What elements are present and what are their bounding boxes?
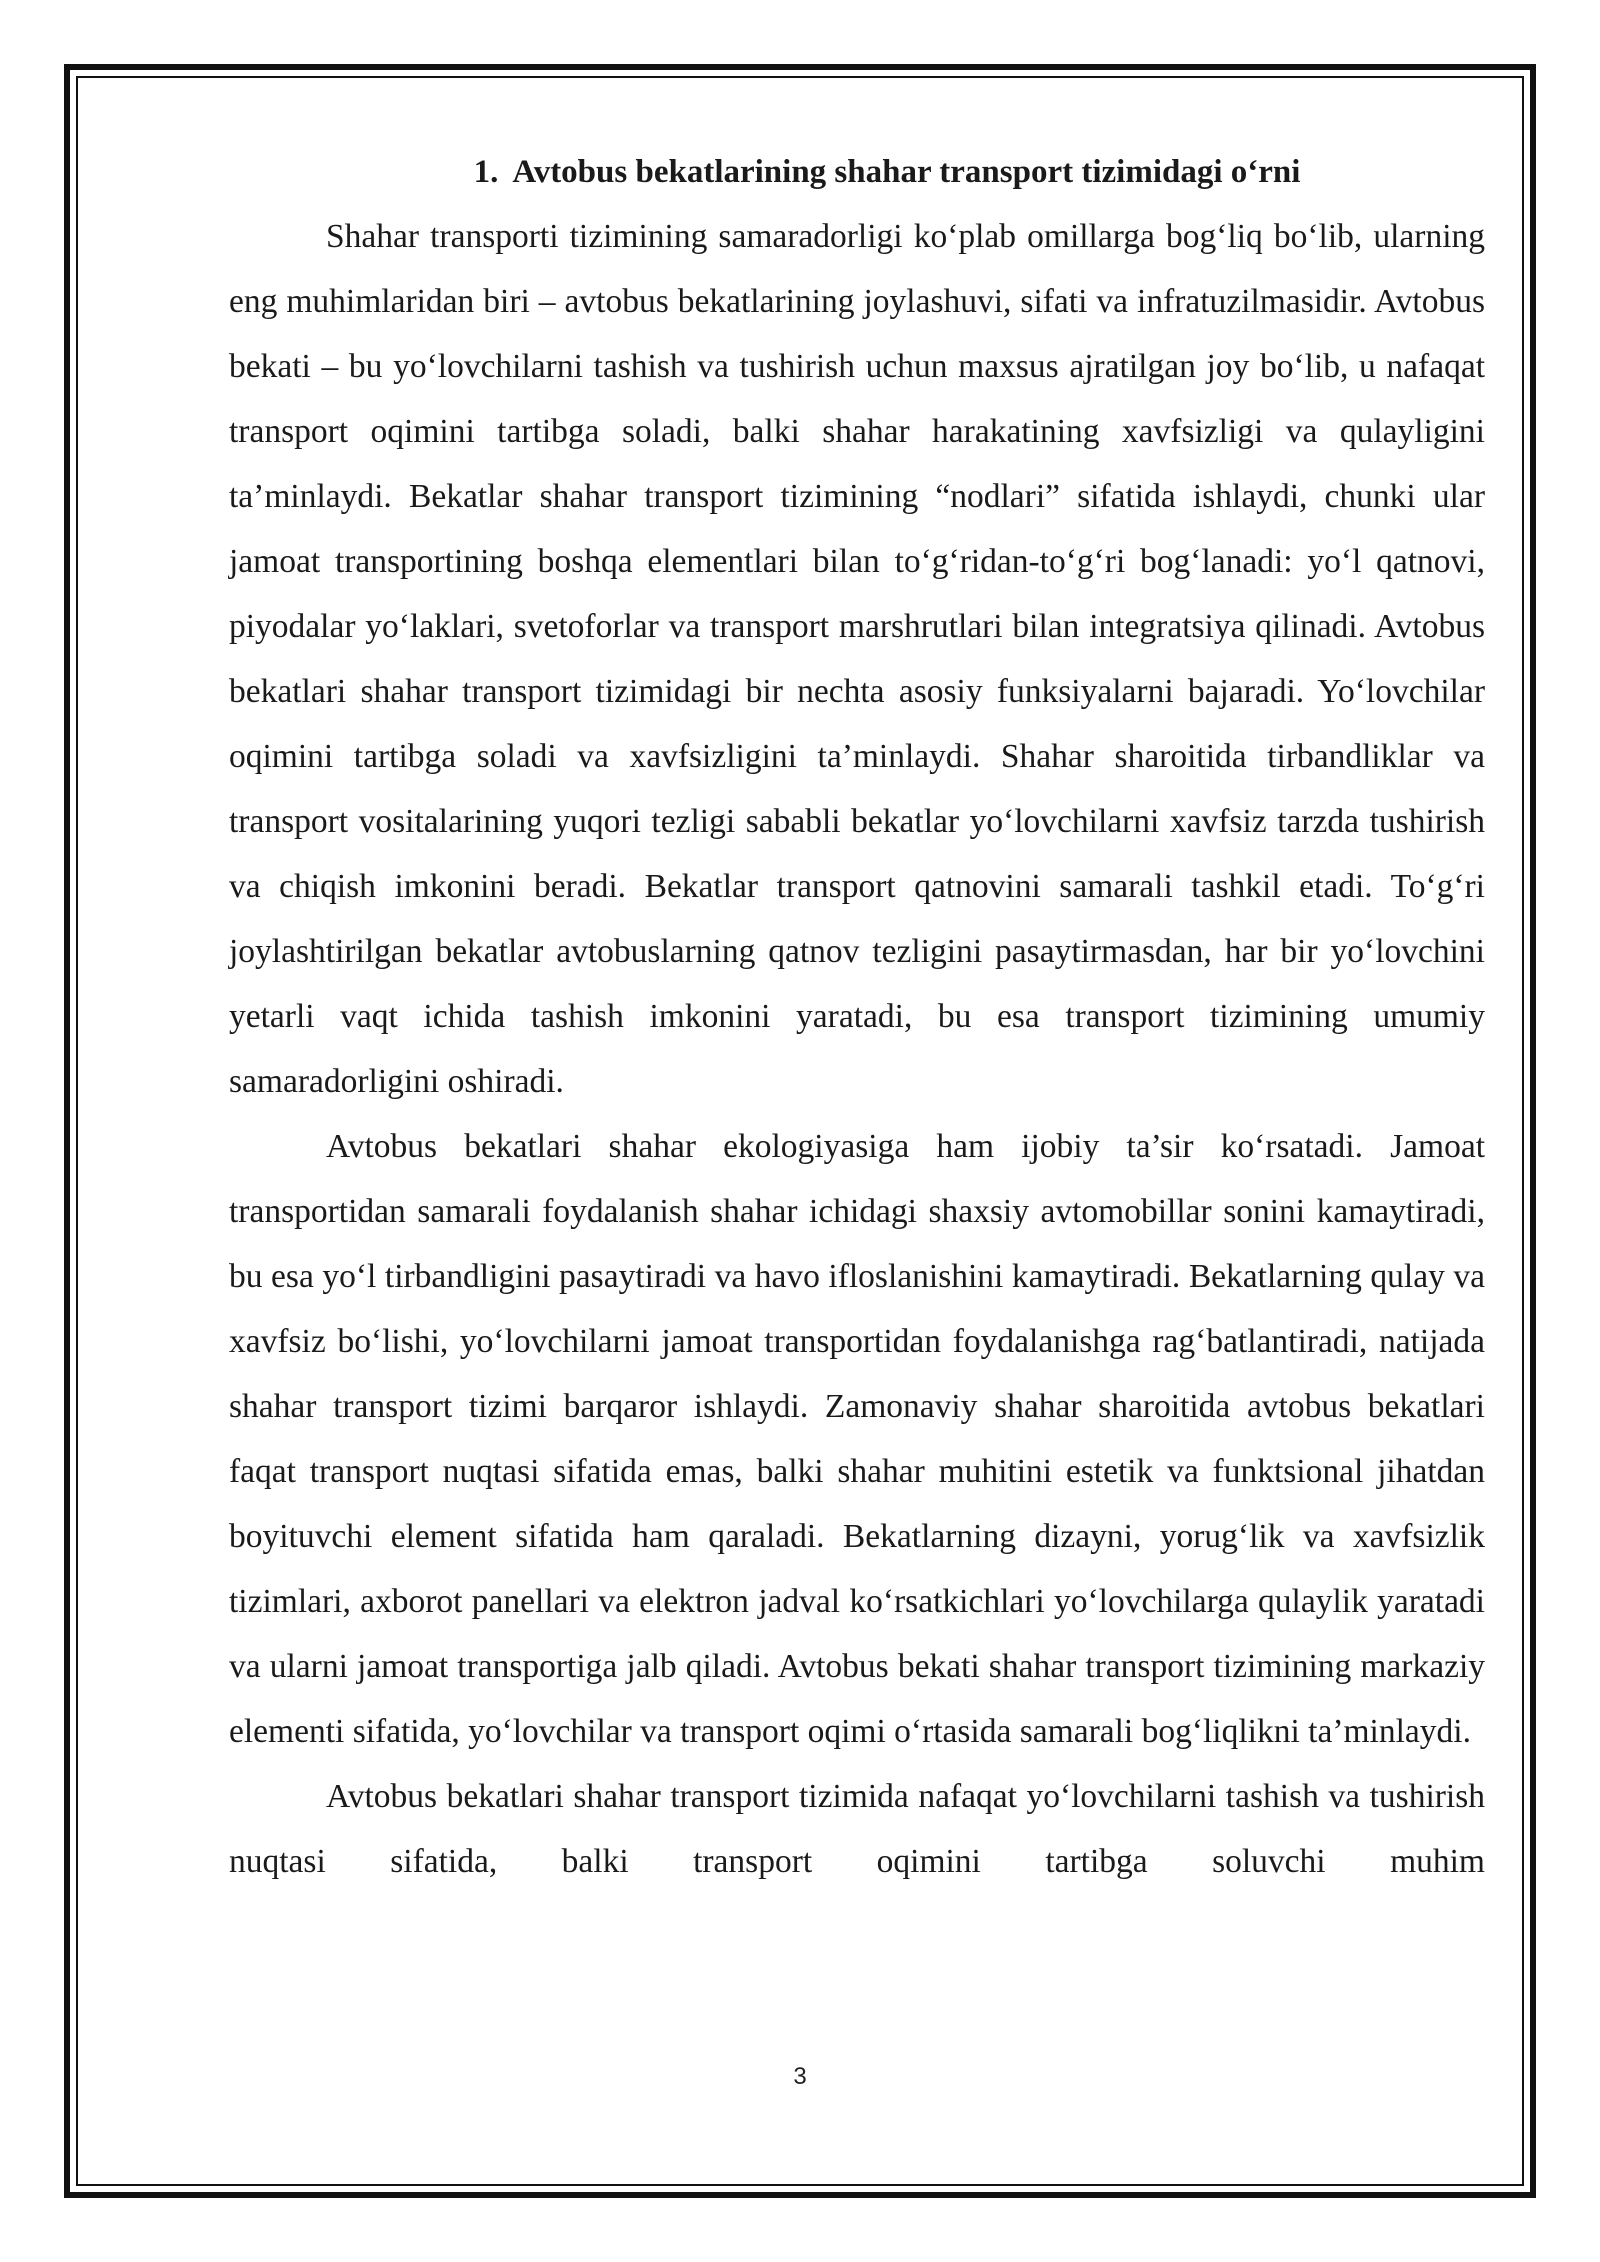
section-number: 1. xyxy=(473,154,499,190)
page-content xyxy=(229,148,1485,1894)
section-heading xyxy=(229,148,1485,196)
page-number: 3 xyxy=(793,2063,807,2090)
paragraph-1: Shahar transporti tizimining samaradorligi ko‘plab omillarga bog‘liq bo‘lib, ularning eng muhimlaridan biri – avtobus bekatlarining joylashuvi, sifati va infratuzilmasidir. Avtobus bekati – bu yo‘lovchilarni tashish va tushirish uchun maxsus ajratilgan joy bo‘lib, u nafaqat transport oqimini tartibga soladi, balki shahar harakatining xavfsizligi va qulayligini ta’minlaydi. Bekatlar shahar transport tizimining “nodlari” sifatida ishlaydi, chunki ular jamoat transportining boshqa elementlari bilan to‘g‘ridan-to‘g‘ri bog‘lanadi: yo‘l qatnovi, piyodalar yo‘laklari, svetoforlar va transport marshrutlari bilan integratsiya qilinadi. Avtobus bekatlari shahar transport tizimidagi bir nechta asosiy funksiyalarni bajaradi. Yo‘lovchilar oqimini tartibga soladi va xavfsizligini ta’minlaydi. Shahar sharoitida tirbandliklar va transport vositalarining yuqori tezligi sababli bekatlar yo‘lovchilarni xavfsiz tarzda tushirish va chiqish imkonini beradi. Bekatlar transport qatnovini samarali tashkil etadi. To‘g‘ri joylashtirilgan bekatlar avtobuslarning qatnov tezligini pasaytirmasdan, har bir yo‘lovchini yetarli vaqt ichida tashish imkonini yaratadi, bu esa transport tizimining umumiy samaradorligini oshiradi. xyxy=(229,218,1485,1100)
paragraph-2: Avtobus bekatlari shahar ekologiyasiga ham ijobiy ta’sir ko‘rsatadi. Jamoat transportidan samarali foydalanish shahar ichidagi shaxsiy avtomobillar sonini kamaytiradi, bu esa yo‘l tirbandligini pasaytiradi va havo ifloslanishini kamaytiradi. Bekatlarning qulay va xavfsiz bo‘lishi, yo‘lovchilarni jamoat transportidan foydalanishga rag‘batlantiradi, natijada shahar transport tizimi barqaror ishlaydi. Zamonaviy shahar sharoitida avtobus bekatlari faqat transport nuqtasi sifatida emas, balki shahar muhitini estetik va funktsional jihatdan boyituvchi element sifatida ham qaraladi. Bekatlarning dizayni, yorug‘lik va xavfsizlik tizimlari, axborot panellari va elektron jadval ko‘rsatkichlari yo‘lovchilarga qulaylik yaratadi va ularni jamoat transportiga jalb qiladi. Avtobus bekati shahar transport tizimining markaziy elementi sifatida, yo‘lovchilar va transport oqimi o‘rtasida samarali bog‘liqlikni ta’minlaydi. xyxy=(229,1128,1485,1750)
section-title: Avtobus bekatlarining shahar transport tizimidagi o‘rni xyxy=(512,154,1301,190)
paragraph-3: Avtobus bekatlari shahar transport tizimida nafaqat yo‘lovchilarni tashish va tushirish nuqtasi sifatida, balki transport oqimini tartibga soluvchi muhim xyxy=(229,1778,1485,1880)
